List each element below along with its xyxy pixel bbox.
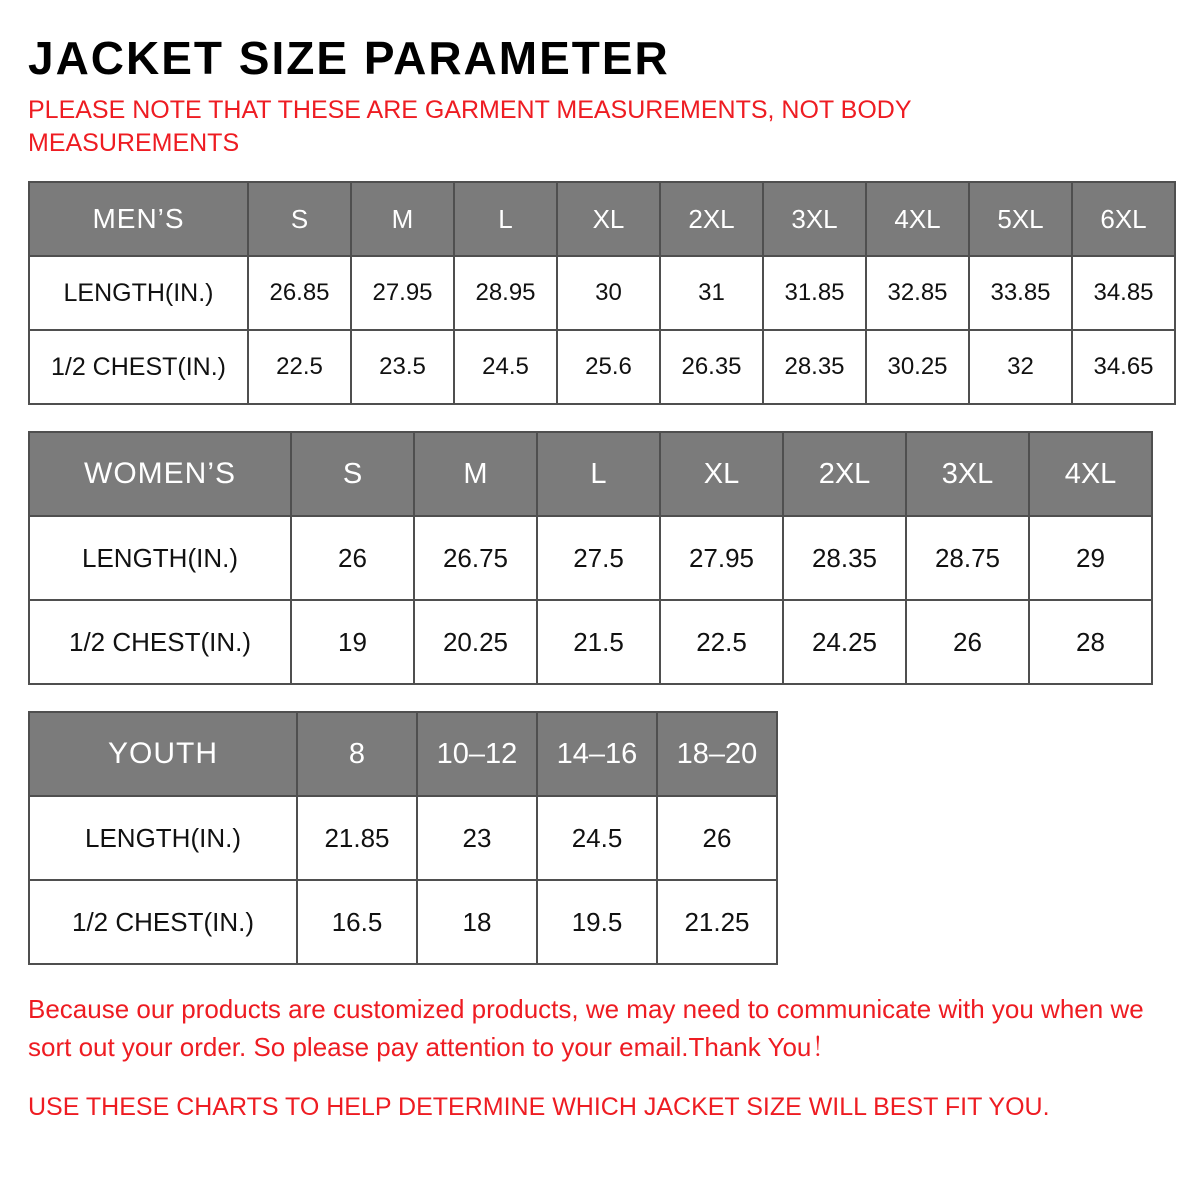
- table-cell: 28: [1029, 600, 1152, 684]
- youth-size-header: 8: [297, 712, 417, 796]
- table-cell: 31.85: [763, 256, 866, 330]
- mens-size-header: M: [351, 182, 454, 256]
- table-cell: 30: [557, 256, 660, 330]
- womens-size-header: M: [414, 432, 537, 516]
- row-label: LENGTH(IN.): [29, 796, 297, 880]
- table-row: [29, 330, 1175, 404]
- table-cell: 18: [417, 880, 537, 964]
- table-row: [29, 880, 777, 964]
- table-cell: 19: [291, 600, 414, 684]
- womens-size-header: L: [537, 432, 660, 516]
- mens-category-label: MEN’S: [29, 182, 248, 256]
- table-cell: 24.25: [783, 600, 906, 684]
- womens-size-header: XL: [660, 432, 783, 516]
- table-cell: 28.35: [763, 330, 866, 404]
- table-cell: 28.35: [783, 516, 906, 600]
- table-cell: 22.5: [660, 600, 783, 684]
- youth-size-header: 18–20: [657, 712, 777, 796]
- footer-note-chart-usage: USE THESE CHARTS TO HELP DETERMINE WHICH JACKET SIZE WILL BEST FIT YOU.: [28, 1092, 1050, 1121]
- table-cell: 28.75: [906, 516, 1029, 600]
- table-cell: 25.6: [557, 330, 660, 404]
- table-row: [29, 796, 777, 880]
- table-cell: 27.5: [537, 516, 660, 600]
- mens-size-header: 5XL: [969, 182, 1072, 256]
- row-label: 1/2 CHEST(IN.): [29, 330, 248, 404]
- mens-size-table: [28, 181, 1176, 405]
- table-header-row: [29, 182, 1175, 256]
- womens-size-table: [28, 431, 1153, 685]
- table-cell: 23.5: [351, 330, 454, 404]
- mens-size-header: 6XL: [1072, 182, 1175, 256]
- table-cell: 27.95: [660, 516, 783, 600]
- mens-size-header: 3XL: [763, 182, 866, 256]
- row-label: LENGTH(IN.): [29, 256, 248, 330]
- table-cell: 29: [1029, 516, 1152, 600]
- womens-size-header: 3XL: [906, 432, 1029, 516]
- table-cell: 33.85: [969, 256, 1072, 330]
- table-cell: 26: [657, 796, 777, 880]
- table-cell: 21.5: [537, 600, 660, 684]
- mens-size-header: S: [248, 182, 351, 256]
- table-cell: 21.25: [657, 880, 777, 964]
- table-cell: 26.85: [248, 256, 351, 330]
- table-cell: 21.85: [297, 796, 417, 880]
- table-cell: 30.25: [866, 330, 969, 404]
- table-row: [29, 256, 1175, 330]
- table-header-row: [29, 432, 1152, 516]
- womens-size-header: S: [291, 432, 414, 516]
- mens-size-header: L: [454, 182, 557, 256]
- footer-note-customization: Because our products are customized products, we may need to communicate with you when we sort out your order. So please pay attention to your email.Thank You！: [28, 994, 1144, 1062]
- mens-size-header: XL: [557, 182, 660, 256]
- row-label: 1/2 CHEST(IN.): [29, 880, 297, 964]
- row-label: LENGTH(IN.): [29, 516, 291, 600]
- womens-size-header: 2XL: [783, 432, 906, 516]
- table-cell: 22.5: [248, 330, 351, 404]
- table-cell: 16.5: [297, 880, 417, 964]
- table-cell: 31: [660, 256, 763, 330]
- table-cell: 27.95: [351, 256, 454, 330]
- womens-size-header: 4XL: [1029, 432, 1152, 516]
- measurement-note: PLEASE NOTE THAT THESE ARE GARMENT MEASUREMENTS, NOT BODY MEASUREMENTS: [28, 96, 912, 157]
- youth-category-label: YOUTH: [29, 712, 297, 796]
- table-cell: 26.35: [660, 330, 763, 404]
- table-cell: 32: [969, 330, 1072, 404]
- table-header-row: [29, 712, 777, 796]
- table-cell: 24.5: [454, 330, 557, 404]
- page-title: JACKET SIZE PARAMETER: [28, 32, 670, 84]
- table-cell: 34.65: [1072, 330, 1175, 404]
- youth-size-header: 14–16: [537, 712, 657, 796]
- womens-category-label: WOMEN’S: [29, 432, 291, 516]
- table-row: [29, 600, 1152, 684]
- mens-size-header: 2XL: [660, 182, 763, 256]
- table-cell: 26.75: [414, 516, 537, 600]
- table-row: [29, 516, 1152, 600]
- table-cell: 28.95: [454, 256, 557, 330]
- table-cell: 26: [291, 516, 414, 600]
- row-label: 1/2 CHEST(IN.): [29, 600, 291, 684]
- youth-size-table: [28, 711, 778, 965]
- table-cell: 34.85: [1072, 256, 1175, 330]
- mens-size-header: 4XL: [866, 182, 969, 256]
- table-cell: 32.85: [866, 256, 969, 330]
- table-cell: 26: [906, 600, 1029, 684]
- table-cell: 20.25: [414, 600, 537, 684]
- table-cell: 19.5: [537, 880, 657, 964]
- table-cell: 24.5: [537, 796, 657, 880]
- table-cell: 23: [417, 796, 537, 880]
- youth-size-header: 10–12: [417, 712, 537, 796]
